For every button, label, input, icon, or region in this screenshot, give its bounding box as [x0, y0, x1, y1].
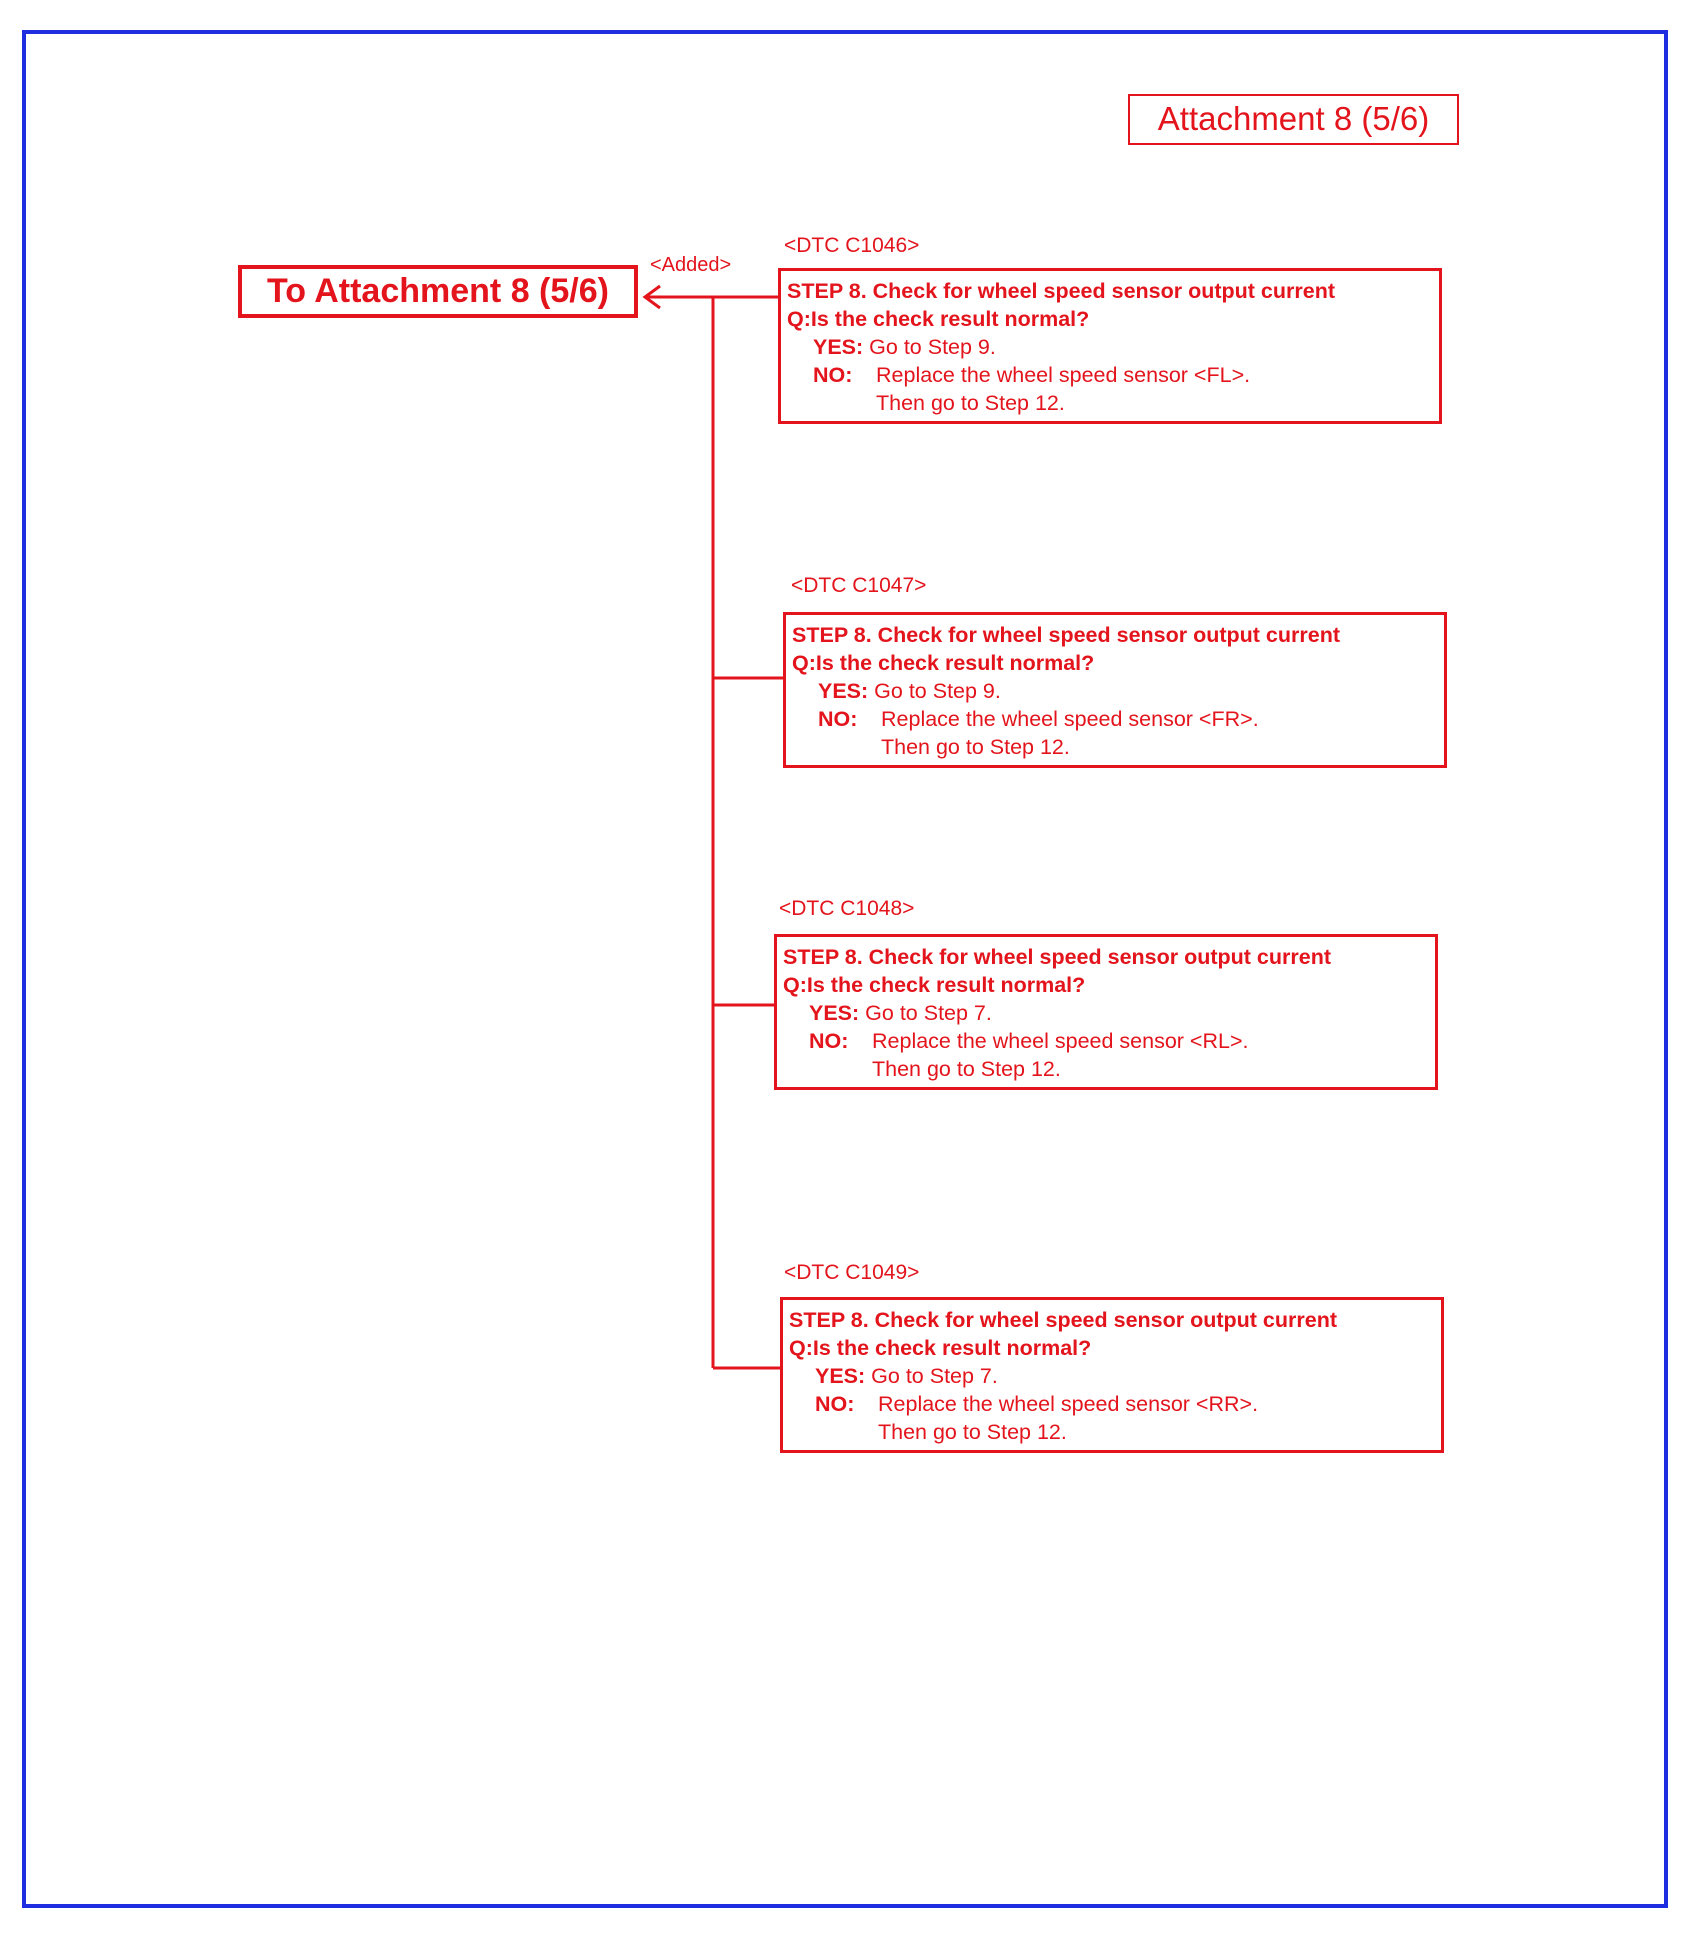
no-label: NO: [809, 1029, 849, 1053]
step-title: STEP 8. Check for wheel speed sensor output current [789, 1308, 1337, 1332]
yes-text: Go to Step 7. [871, 1364, 998, 1388]
no-text: Replace the wheel speed sensor <FL>. [876, 363, 1251, 387]
step-box-c1049 [780, 1297, 1444, 1453]
step-box-c1046 [778, 268, 1442, 424]
no-text-continued: Then go to Step 12. [872, 1057, 1061, 1081]
page-label: Attachment 8 (5/6) [1128, 94, 1459, 145]
step-title: STEP 8. Check for wheel speed sensor output current [787, 279, 1335, 303]
dtc-label: <DTC C1048> [779, 897, 915, 920]
no-text-continued: Then go to Step 12. [876, 391, 1065, 415]
dtc-label: <DTC C1047> [791, 574, 927, 597]
step-title: STEP 8. Check for wheel speed sensor output current [792, 623, 1340, 647]
yes-label: YES: [809, 1001, 860, 1025]
added-tag: <Added> [650, 254, 732, 276]
step-question: Q:Is the check result normal? [787, 307, 1090, 331]
no-label: NO: [818, 707, 858, 731]
no-text-continued: Then go to Step 12. [881, 735, 1070, 759]
step-box-c1047 [783, 612, 1447, 768]
yes-text: Go to Step 7. [865, 1001, 992, 1025]
step-title: STEP 8. Check for wheel speed sensor output current [783, 945, 1331, 969]
dtc-label: <DTC C1049> [784, 1261, 920, 1284]
yes-text: Go to Step 9. [874, 679, 1001, 703]
step-question: Q:Is the check result normal? [783, 973, 1086, 997]
no-label: NO: [813, 363, 853, 387]
no-text: Replace the wheel speed sensor <FR>. [881, 707, 1259, 731]
no-text-continued: Then go to Step 12. [878, 1420, 1067, 1444]
yes-label: YES: [818, 679, 869, 703]
yes-label: YES: [815, 1364, 866, 1388]
no-text: Replace the wheel speed sensor <RR>. [878, 1392, 1259, 1416]
yes-text: Go to Step 9. [869, 335, 996, 359]
step-question: Q:Is the check result normal? [792, 651, 1095, 675]
no-text: Replace the wheel speed sensor <RL>. [872, 1029, 1249, 1053]
step-box-c1048 [774, 934, 1438, 1090]
to-attachment-box[interactable]: To Attachment 8 (5/6) [238, 265, 638, 318]
yes-label: YES: [813, 335, 864, 359]
no-label: NO: [815, 1392, 855, 1416]
step-question: Q:Is the check result normal? [789, 1336, 1092, 1360]
dtc-label: <DTC C1046> [784, 234, 920, 257]
